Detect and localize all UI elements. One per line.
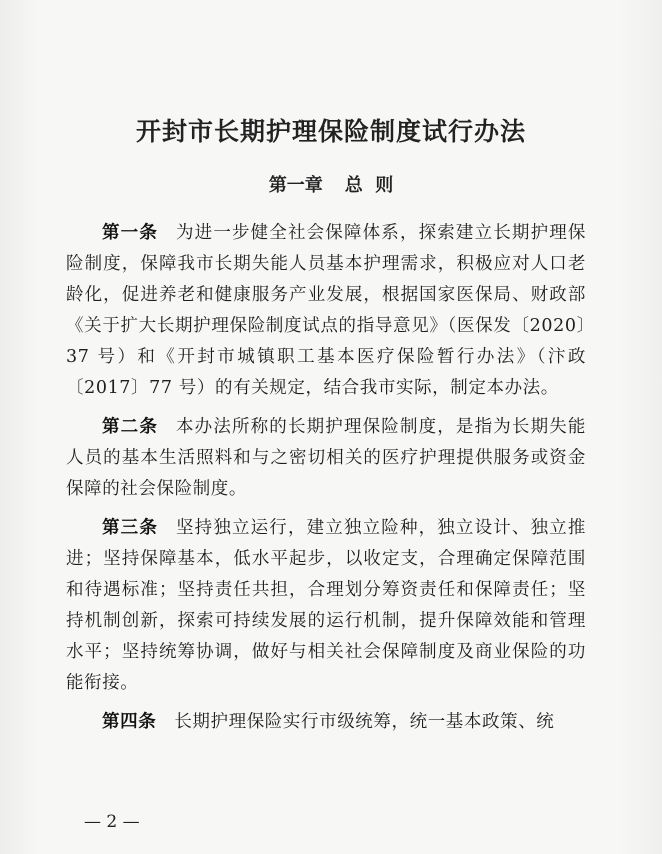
- article-1: [66, 218, 586, 404]
- article-label: 第四条: [102, 712, 157, 732]
- page-number: — 2 —: [84, 812, 140, 832]
- article-text: 为进一步健全社会保障体系，探索建立长期护理保险制度，保障我市长期失能人员基本护理需求，积极应对人口老龄化，促进养老和健康服务产业发展，根据国家医保局、财政部《关于扩大长期护理保险制度试点的指导意见》（医保发〔2020〕37 号）和《开封市城镇职工基本医疗保险暂行办法》（汴政〔2017〕77 号）的有关规定，结合我市实际，制定本办法。: [66, 223, 586, 398]
- article-3: [66, 513, 586, 699]
- article-label: 第二条: [102, 417, 158, 437]
- article-2: [66, 412, 586, 505]
- chapter-label: 第一章: [268, 175, 323, 196]
- article-label: 第一条: [102, 223, 158, 243]
- article-text: 本办法所称的长期护理保险制度，是指为长期失能人员的基本生活照料和与之密切相关的医疗护理提供服务或资金保障的社会保险制度。: [66, 417, 586, 499]
- article-4: [66, 707, 586, 738]
- article-text: 坚持独立运行，建立独立险种，独立设计、独立推进；坚持保障基本，低水平起步，以收定支，合理确定保障范围和待遇标准；坚持责任共担，合理划分筹资责任和保障责任；坚持机制创新，探索可持续发展的运行机制，提升保障效能和管理水平；坚持统筹协调，做好与相关社会保障制度及商业保险的功能衔接。: [66, 518, 586, 693]
- article-text: 长期护理保险实行市级统筹，统一基本政策、统: [174, 712, 555, 732]
- chapter-heading: [0, 171, 662, 197]
- chapter-name: 总 则: [344, 175, 394, 196]
- document-title: 开封市长期护理保险制度试行办法: [135, 117, 526, 146]
- article-label: 第三条: [102, 518, 158, 538]
- document-body: [66, 218, 586, 746]
